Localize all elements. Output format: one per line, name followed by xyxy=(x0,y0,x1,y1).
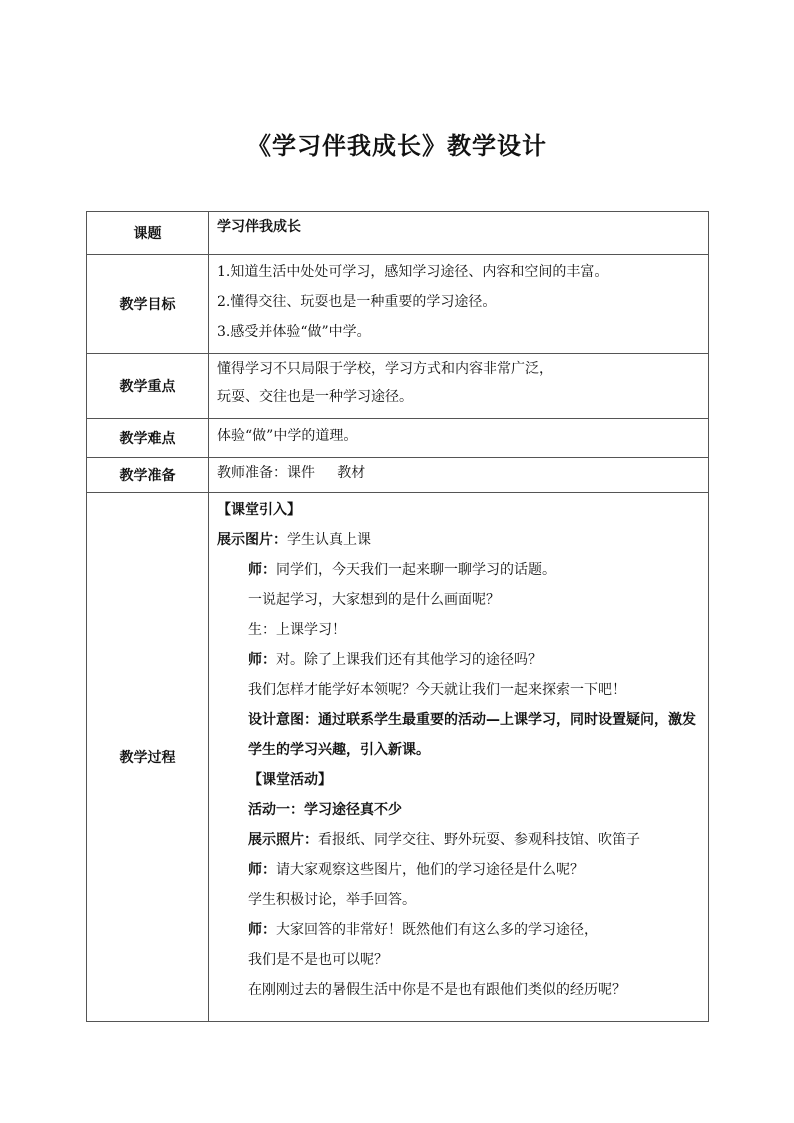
preparation-text: 教师准备：课件 教材 xyxy=(217,465,366,481)
process-line: 展示照片：看报纸、同学交往、野外玩耍、参观科技馆、吹笛子 xyxy=(248,832,640,848)
row-topic xyxy=(87,212,709,255)
goal-line: 3.感受并体验“做”中学。 xyxy=(217,324,371,340)
row-preparation xyxy=(87,458,709,493)
process-line: 师：同学们，今天我们一起来聊一聊学习的话题。 xyxy=(248,562,556,578)
process-line: 我们是不是也可以呢？ xyxy=(248,952,388,968)
key-point-line: 玩耍、交往也是一种学习途径。 xyxy=(217,389,413,405)
process-line: 在刚刚过去的暑假生活中你是不是也有跟他们类似的经历呢？ xyxy=(248,982,626,998)
process-label: 展示图片： xyxy=(217,532,287,548)
difficulty-text: 体验“做”中学的道理。 xyxy=(217,428,358,444)
value-difficulties xyxy=(209,419,709,458)
label-preparation: 教学准备 xyxy=(87,458,209,493)
process-line: 学生积极讨论，举手回答。 xyxy=(248,892,416,908)
lesson-plan-table xyxy=(86,211,709,1022)
value-goals xyxy=(209,255,709,354)
label-key-points: 教学重点 xyxy=(87,354,209,419)
value-preparation xyxy=(209,458,709,493)
label-difficulties: 教学难点 xyxy=(87,419,209,458)
process-line: 一说起学习，大家想到的是什么画面呢？ xyxy=(248,592,500,608)
activity-title: 活动一：学习途径真不少 xyxy=(248,802,402,818)
topic-text: 学习伴我成长 xyxy=(217,219,301,235)
document-title: 《学习伴我成长》教学设计 xyxy=(247,132,547,160)
section-heading: 【课堂活动】 xyxy=(248,772,332,788)
label-process: 教学过程 xyxy=(87,493,209,1022)
process-line: 生：上课学习！ xyxy=(248,622,346,638)
row-process xyxy=(87,493,709,1022)
process-line xyxy=(217,525,702,555)
process-line: 师：大家回答的非常好！既然他们有这么多的学习途径， xyxy=(248,922,598,938)
design-intent: 设计意图：通过联系学生最重要的活动—上课学习，同时设置疑问，激发学生的学习兴趣，引入新课。 xyxy=(248,712,696,758)
process-line: 我们怎样才能学好本领呢？今天就让我们一起来探索一下吧！ xyxy=(248,682,626,698)
goal-line: 1.知道生活中处处可学习，感知学习途径、内容和空间的丰富。 xyxy=(217,264,609,280)
process-line: 师：对。除了上课我们还有其他学习的途径吗？ xyxy=(248,652,542,668)
label-topic: 课题 xyxy=(87,212,209,255)
section-heading: 【课堂引入】 xyxy=(217,502,301,518)
value-key-points xyxy=(209,354,709,419)
row-difficulties xyxy=(87,419,709,458)
value-topic xyxy=(209,212,709,255)
value-process xyxy=(209,493,709,1022)
process-text: 学生认真上课 xyxy=(287,532,371,548)
label-goals: 教学目标 xyxy=(87,255,209,354)
row-key-points xyxy=(87,354,709,419)
key-point-line: 懂得学习不只局限于学校，学习方式和内容非常广泛， xyxy=(217,361,553,377)
process-line: 师：请大家观察这些图片，他们的学习途径是什么呢？ xyxy=(248,862,584,878)
row-goals xyxy=(87,255,709,354)
goal-line: 2.懂得交往、玩耍也是一种重要的学习途径。 xyxy=(217,294,497,310)
